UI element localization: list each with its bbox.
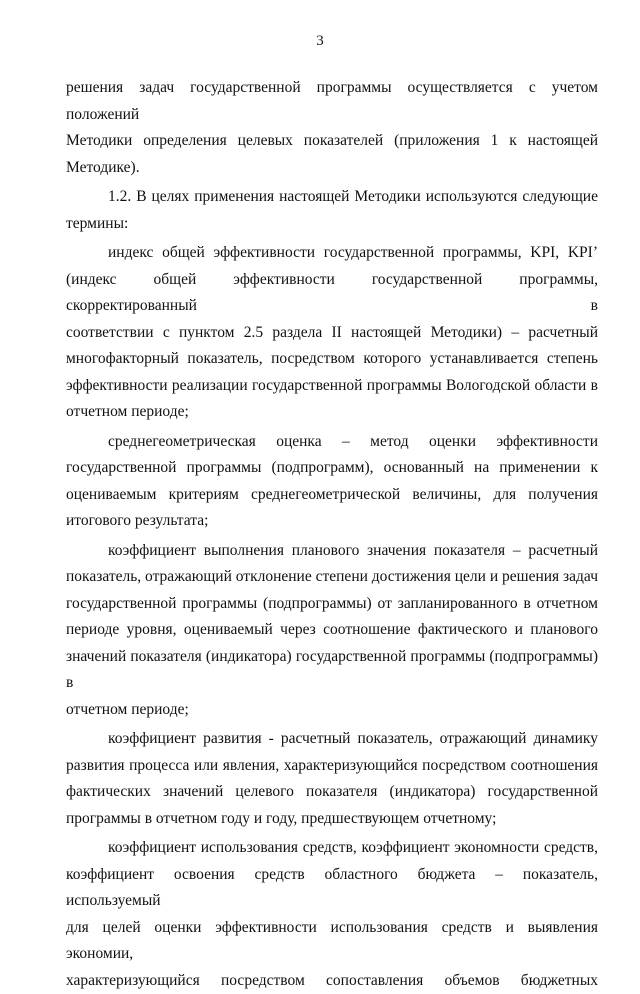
paragraph-line: программы в отчетном году и году, предшествующем отчетному; [66, 806, 598, 833]
paragraph-line: отчетном периоде; [66, 697, 598, 724]
document-body [66, 75, 598, 994]
paragraph-line: индекс общей эффективности государственной программы, KPI, KPI’ [66, 240, 598, 267]
paragraph-line: итогового результата; [66, 508, 598, 535]
paragraph-line: соответствии с пунктом 2.5 раздела II настоящей Методики) – расчетный [66, 320, 598, 347]
paragraph-line: (индекс общей эффективности государственной программы, скорректированный в [66, 267, 598, 320]
paragraph-line: термины: [66, 211, 598, 238]
paragraph-line: решения задач государственной программы осуществляется с учетом положений [66, 75, 598, 128]
paragraph-line: государственной программы (подпрограммы) от запланированного в отчетном [66, 591, 598, 618]
paragraph-line: коэффициент развития - расчетный показатель, отражающий динамику [66, 726, 598, 753]
paragraph-line: многофакторный показатель, посредством которого устанавливается степень [66, 346, 598, 373]
paragraph-line: 1.2. В целях применения настоящей Методики используются следующие [66, 184, 598, 211]
paragraph-line: для целей оценки эффективности использования средств и выявления экономии, [66, 915, 598, 968]
page-number: 3 [0, 33, 640, 50]
paragraph-line: коэффициент освоения средств областного бюджета – показатель, используемый [66, 862, 598, 915]
paragraph-line: коэффициент выполнения планового значения показателя – расчетный [66, 538, 598, 565]
paragraph-line: коэффициент использования средств, коэффициент экономности средств, [66, 835, 598, 862]
paragraph-line: показатель, отражающий отклонение степени достижения цели и решения задач [66, 564, 598, 591]
paragraph-line: фактических значений целевого показателя (индикатора) государственной [66, 779, 598, 806]
paragraph-line: оцениваемым критериям среднегеометрической величины, для получения [66, 482, 598, 509]
paragraph-line: отчетном периоде; [66, 399, 598, 426]
paragraph-line: Методике). [66, 155, 598, 182]
paragraph-line: характеризующийся посредством сопоставления объемов бюджетных [66, 968, 598, 994]
paragraph-line: эффективности реализации государственной программы Вологодской области в [66, 373, 598, 400]
paragraph-line: развития процесса или явления, характеризующийся посредством соотношения [66, 753, 598, 780]
paragraph-line: Методики определения целевых показателей (приложения 1 к настоящей [66, 128, 598, 155]
paragraph-line: государственной программы (подпрограмм), основанный на применении к [66, 455, 598, 482]
paragraph-line: среднегеометрическая оценка – метод оценки эффективности [66, 429, 598, 456]
paragraph-line: периоде уровня, оцениваемый через соотношение фактического и планового [66, 617, 598, 644]
paragraph-line: значений показателя (индикатора) государственной программы (подпрограммы) в [66, 644, 598, 697]
